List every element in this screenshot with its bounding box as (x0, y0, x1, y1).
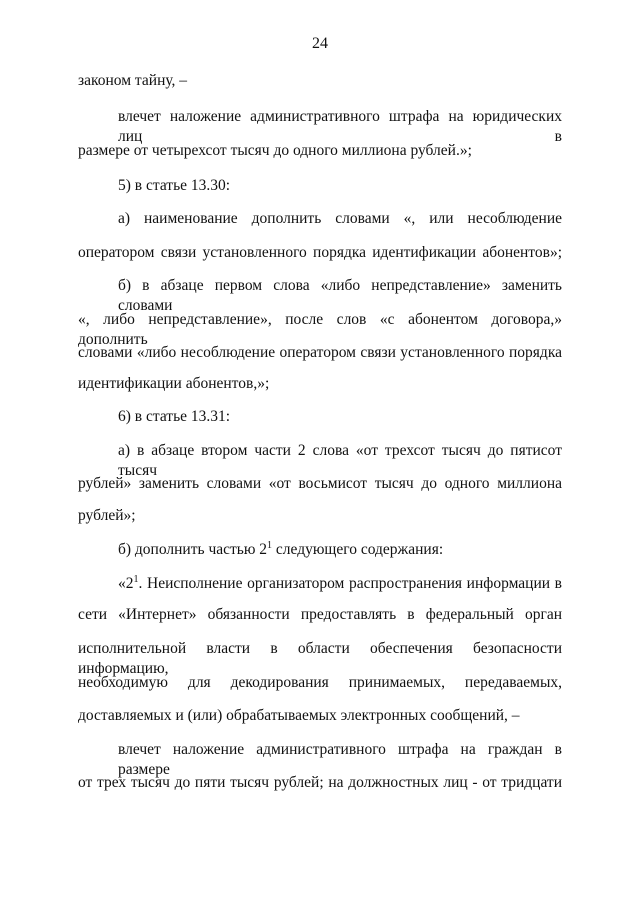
text-segment: «2 (118, 575, 134, 592)
text-segment: . Неисполнение организатором распространения информации в (138, 575, 562, 592)
text-line: а) в абзаце втором части 2 слова «от трехсот тысяч до пятисот тысяч (118, 442, 562, 479)
page-number: 24 (312, 35, 328, 52)
text-line (118, 540, 443, 560)
text-line: оператором связи установленного порядка идентификации абонентов»; (78, 244, 562, 261)
text-line: сети «Интернет» обязанности предоставлять в федеральный орган (78, 606, 562, 623)
text-line: рублей»; (78, 507, 136, 524)
text-line: законом тайну, – (78, 72, 188, 89)
text-line: влечет наложение административного штрафа на юридических лиц в (118, 108, 562, 145)
text-line: идентификации абонентов,»; (78, 375, 270, 392)
text-line: от трех тысяч до пяти тысяч рублей; на должностных лиц - от тридцати (78, 774, 562, 791)
text-segment: следующего содержания: (272, 541, 444, 558)
text-line: 6) в статье 13.31: (118, 408, 231, 425)
text-segment: б) дополнить частью 2 (118, 541, 268, 558)
superscript: 1 (133, 573, 139, 585)
text-line: доставляемых и (или) обрабатываемых электронных сообщений, – (78, 707, 520, 724)
text-line: рублей» заменить словами «от восьмисот тысяч до одного миллиона (78, 475, 562, 492)
text-line: а) наименование дополнить словами «, или несоблюдение (118, 210, 562, 227)
text-line: 5) в статье 13.30: (118, 177, 231, 194)
text-line: влечет наложение административного штрафа на граждан в размере (118, 741, 562, 778)
text-line: размере от четырехсот тысяч до одного миллиона рублей.»; (78, 142, 472, 159)
superscript: 1 (267, 539, 273, 551)
text-line: «, либо непредставление», после слов «с абонентом договора,» дополнить (78, 311, 562, 348)
text-line: исполнительной власти в области обеспечения безопасности информацию, (78, 640, 562, 677)
text-line (118, 574, 562, 594)
text-line: б) в абзаце первом слова «либо непредставление» заменить словами (118, 277, 562, 314)
text-line: словами «либо несоблюдение оператором связи установленного порядка (78, 344, 562, 361)
text-line: необходимую для декодирования принимаемых, передаваемых, (78, 674, 562, 691)
